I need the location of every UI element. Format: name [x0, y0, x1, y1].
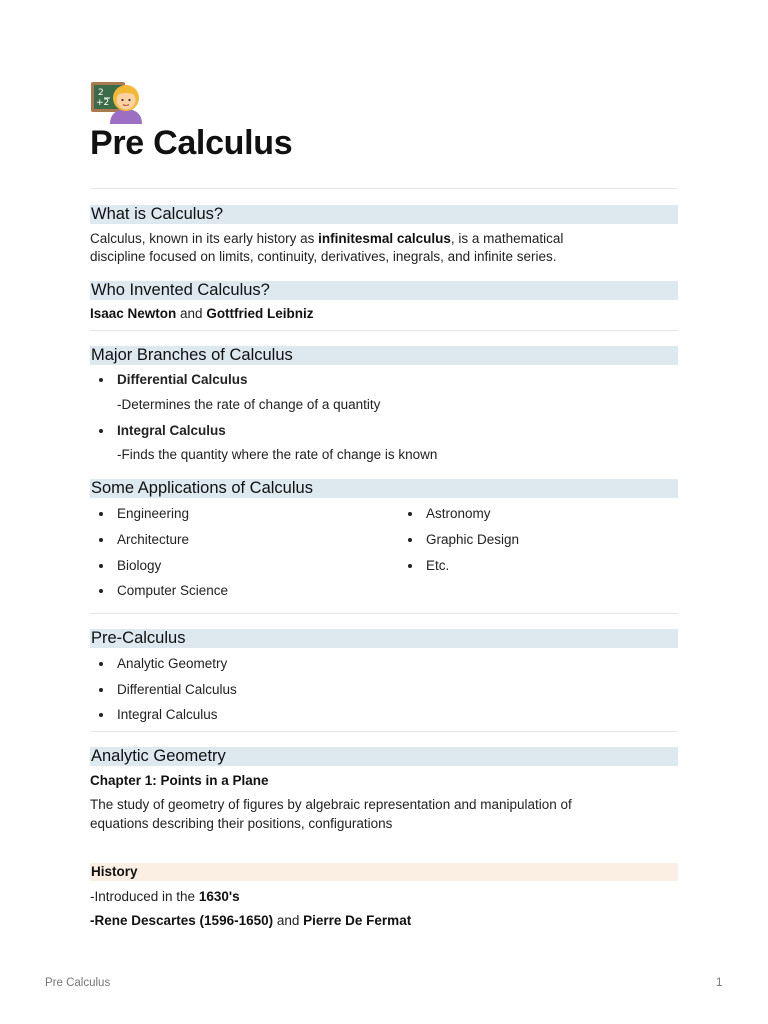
- bullet-icon: [99, 512, 103, 516]
- heading-pre-calculus: Pre-Calculus: [90, 629, 678, 648]
- heading-history: History: [90, 863, 678, 881]
- page-number: 1: [716, 977, 723, 989]
- history-line1: -Introduced in the 1630's: [90, 889, 240, 904]
- svg-text:+2: +2: [96, 98, 110, 108]
- list-item: Differential Calculus: [117, 681, 237, 699]
- list-item: Integral Calculus: [117, 706, 218, 724]
- list-item: Computer Science: [117, 582, 228, 600]
- bullet-icon: [99, 688, 103, 692]
- branch-description: -Determines the rate of change of a quantity: [117, 397, 381, 412]
- branch-description: -Finds the quantity where the rate of change is known: [117, 447, 438, 462]
- paragraph-calculus-definition-line2: discipline focused on limits, continuity, derivatives, inegrals, and infinite series.: [90, 249, 557, 264]
- bullet-icon: [99, 564, 103, 568]
- footer-title: Pre Calculus: [45, 977, 111, 989]
- svg-text:2: 2: [98, 88, 104, 98]
- heading-applications: Some Applications of Calculus: [90, 479, 678, 498]
- bullet-icon: [99, 589, 103, 593]
- chapter-title: Chapter 1: Points in a Plane: [90, 773, 269, 788]
- bullet-icon: [99, 429, 103, 433]
- heading-who-invented: Who Invented Calculus?: [90, 281, 678, 300]
- bullet-icon: [408, 512, 412, 516]
- divider: [90, 613, 678, 614]
- list-item: Analytic Geometry: [117, 655, 227, 673]
- list-item: Biology: [117, 557, 161, 575]
- divider: [90, 731, 678, 732]
- analytic-description-line2: equations describing their positions, configurations: [90, 816, 393, 831]
- bullet-icon: [99, 378, 103, 382]
- list-item: Integral Calculus: [117, 422, 226, 440]
- heading-major-branches: Major Branches of Calculus: [90, 346, 678, 365]
- list-item: Graphic Design: [426, 531, 519, 549]
- paragraph-calculus-definition-line1: Calculus, known in its early history as infinitesmal calculus, is a mathematical: [90, 231, 564, 246]
- analytic-description-line1: The study of geometry of figures by algebraic representation and manipulation of: [90, 797, 572, 812]
- heading-analytic-geometry: Analytic Geometry: [90, 747, 678, 766]
- page-title: Pre Calculus: [90, 124, 293, 162]
- bullet-icon: [408, 564, 412, 568]
- bullet-icon: [99, 662, 103, 666]
- divider: [90, 330, 678, 331]
- list-item: Differential Calculus: [117, 371, 248, 389]
- list-item: Astronomy: [426, 505, 491, 523]
- inventors-line: Isaac Newton and Gottfried Leibniz: [90, 306, 314, 321]
- history-line2: -Rene Descartes (1596-1650) and Pierre De Fermat: [90, 913, 412, 928]
- heading-what-is-calculus: What is Calculus?: [90, 205, 678, 224]
- divider: [90, 188, 678, 189]
- bullet-icon: [408, 538, 412, 542]
- bullet-icon: [99, 713, 103, 717]
- teacher-at-chalkboard-icon: [90, 80, 146, 124]
- list-item: Etc.: [426, 557, 449, 575]
- list-item: Engineering: [117, 505, 189, 523]
- list-item: Architecture: [117, 531, 189, 549]
- bullet-icon: [99, 538, 103, 542]
